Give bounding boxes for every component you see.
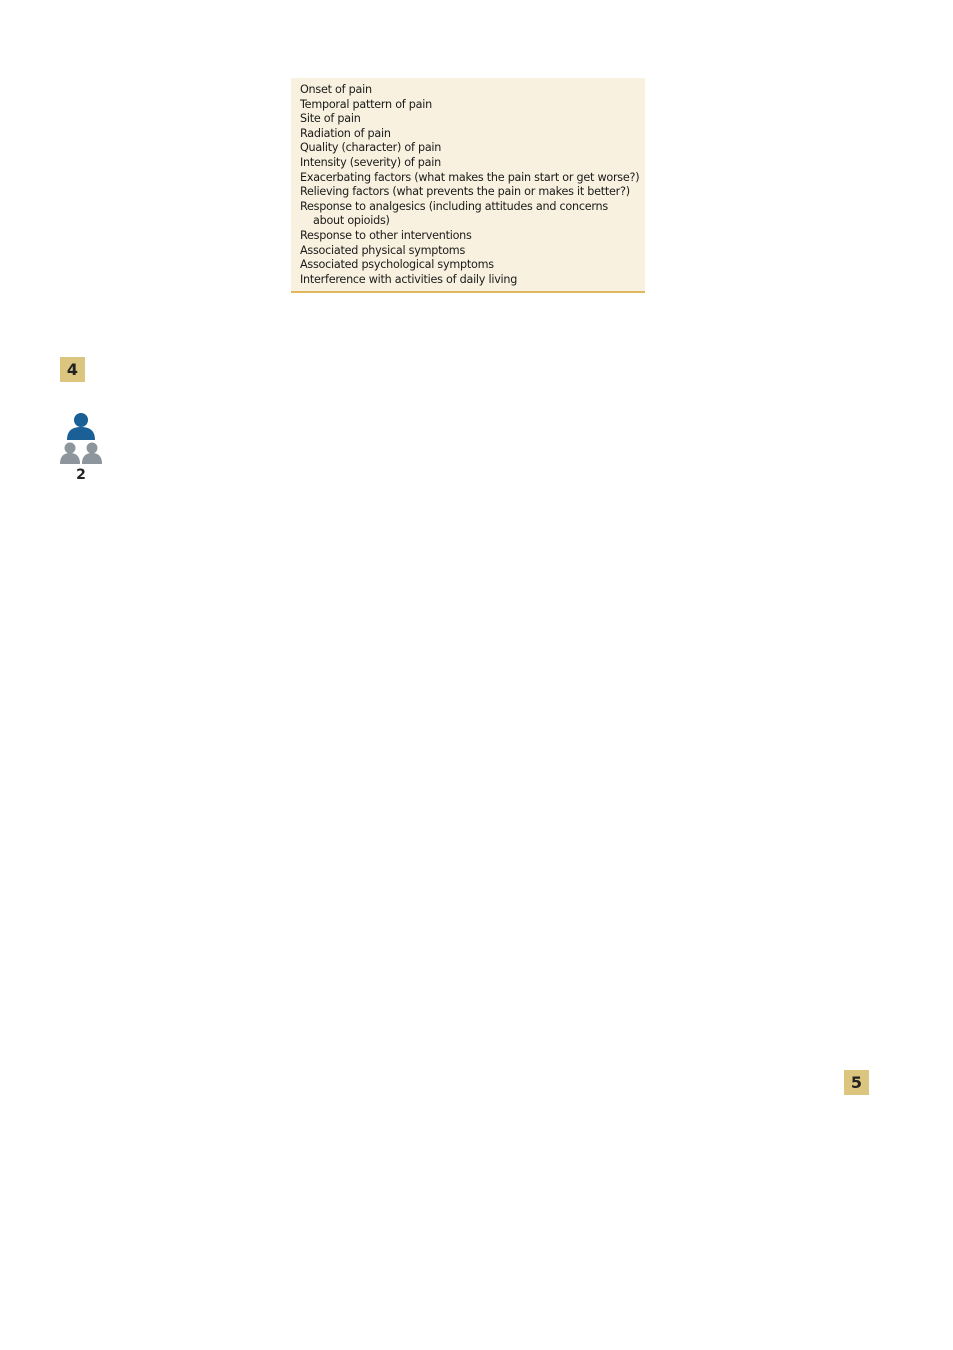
pain-assessment-box (291, 78, 645, 293)
list-item: Onset of pain (300, 83, 372, 96)
list-item: Associated physical symptoms (300, 243, 466, 257)
list-item-continuation: about opioids) (313, 214, 390, 228)
list-item: Site of pain (300, 112, 361, 126)
list-item: Temporal pattern of pain (300, 97, 432, 111)
list-item: Interference with activities of daily living (300, 272, 518, 286)
list-item: Intensity (severity) of pain (300, 155, 441, 169)
people-group-icon (58, 410, 104, 466)
page-marker: 5 (844, 1070, 869, 1095)
list-item: Response to analgesics (including attitudes and concerns (300, 199, 608, 213)
list-item: Quality (character) of pain (300, 141, 442, 155)
people-group (58, 410, 104, 488)
pain-assessment-list (300, 83, 645, 287)
list-item: Associated psychological symptoms (300, 258, 494, 272)
list-item: Radiation of pain (300, 126, 391, 140)
people-count: 2 (76, 467, 86, 483)
list-item: Exacerbating factors (what makes the pain start or get worse?) (300, 170, 640, 184)
list-item: Relieving factors (what prevents the pain or makes it better?) (300, 185, 630, 199)
page-marker: 4 (60, 357, 85, 382)
list-item: Response to other interventions (300, 228, 472, 242)
